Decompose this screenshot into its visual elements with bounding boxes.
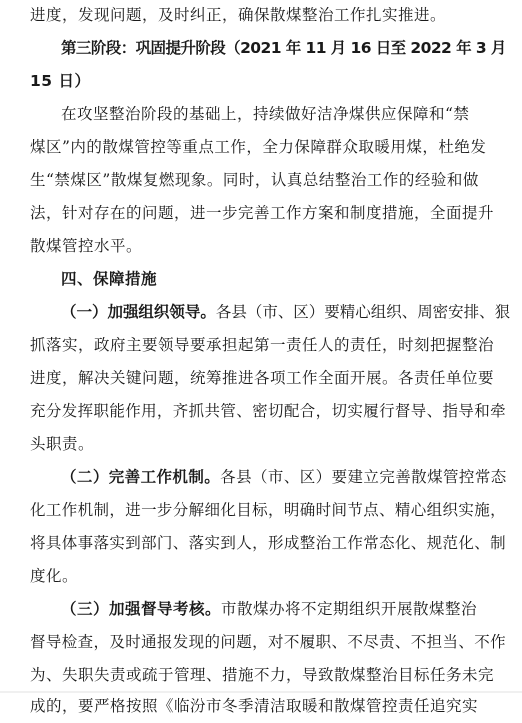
section-heading: 四、保障措施 [61,270,158,288]
text-line: 抓落实，政府主要领导要承担起第一责任人的责任，时刻把握整治 [30,336,495,354]
text-line: 在攻坚整治阶段的基础上，持续做好洁净煤供应保障和“禁 [61,105,470,123]
text-line: 进度，发现问题，及时纠正，确保散煤整治工作扎实推进。 [30,6,447,24]
text-line: 将具体事落实到部门、落实到人，形成整治工作常态化、规范化、制 [30,534,507,552]
text-line: 度化。 [30,567,79,585]
text-line: 为、失职失责或疏于管理、措施不力，导致散煤整治目标任务未完 [30,666,495,684]
text-line: 充分发挥职能作用，齐抓共管、密切配合，切实履行督导、指导和牵 [30,402,507,420]
text-line: 头职责。 [30,435,95,453]
paragraph-text: 各县（市、区）要建立完善散煤管控常态 [220,468,507,486]
text-line: 督导检查，及时通报发现的问题，对不履职、不尽责、不担当、不作 [30,633,507,651]
subsection-title: （二）完善工作机制。 [61,468,221,486]
text-line: 煤区”内的散煤管控等重点工作，全力保障群众取暖用煤，杜绝发 [30,138,487,156]
subsection-title: （一）加强组织领导。 [61,303,216,321]
text-line: 进度，解决关键问题，统筹推进各项工作全面开展。各责任单位要 [30,369,495,387]
paragraph-line [61,296,510,329]
stage-heading-cont: 15 日） [30,72,91,90]
text-line: 散煤管控水平。 [30,237,143,255]
paragraph-line [61,461,507,494]
paragraph-text: 各县（市、区）要精心组织、周密安排、狠 [215,303,511,321]
subsection-title: （三）加强督导考核。 [61,600,222,618]
text-line: 化工作机制，进一步分解细化目标，明确时间节点、精心组织实施， [30,501,507,519]
paragraph-line [61,593,477,626]
stage-heading: 第三阶段：巩固提升阶段（2021 年 11 月 16 日至 2022 年 3 月 [61,39,506,57]
text-line: 成的，要严格按照《临汾市冬季清洁取暖和散煤管控责任追究实 [30,697,479,715]
text-line: 法，针对存在的问题，进一步完善工作方案和制度措施，全面提升 [30,204,495,222]
paragraph-text: 市散煤办将不定期组织开展散煤整治 [221,600,478,618]
text-line: 生“禁煤区”散煤复燃现象。同时，认真总结整治工作的经验和做 [30,171,479,189]
